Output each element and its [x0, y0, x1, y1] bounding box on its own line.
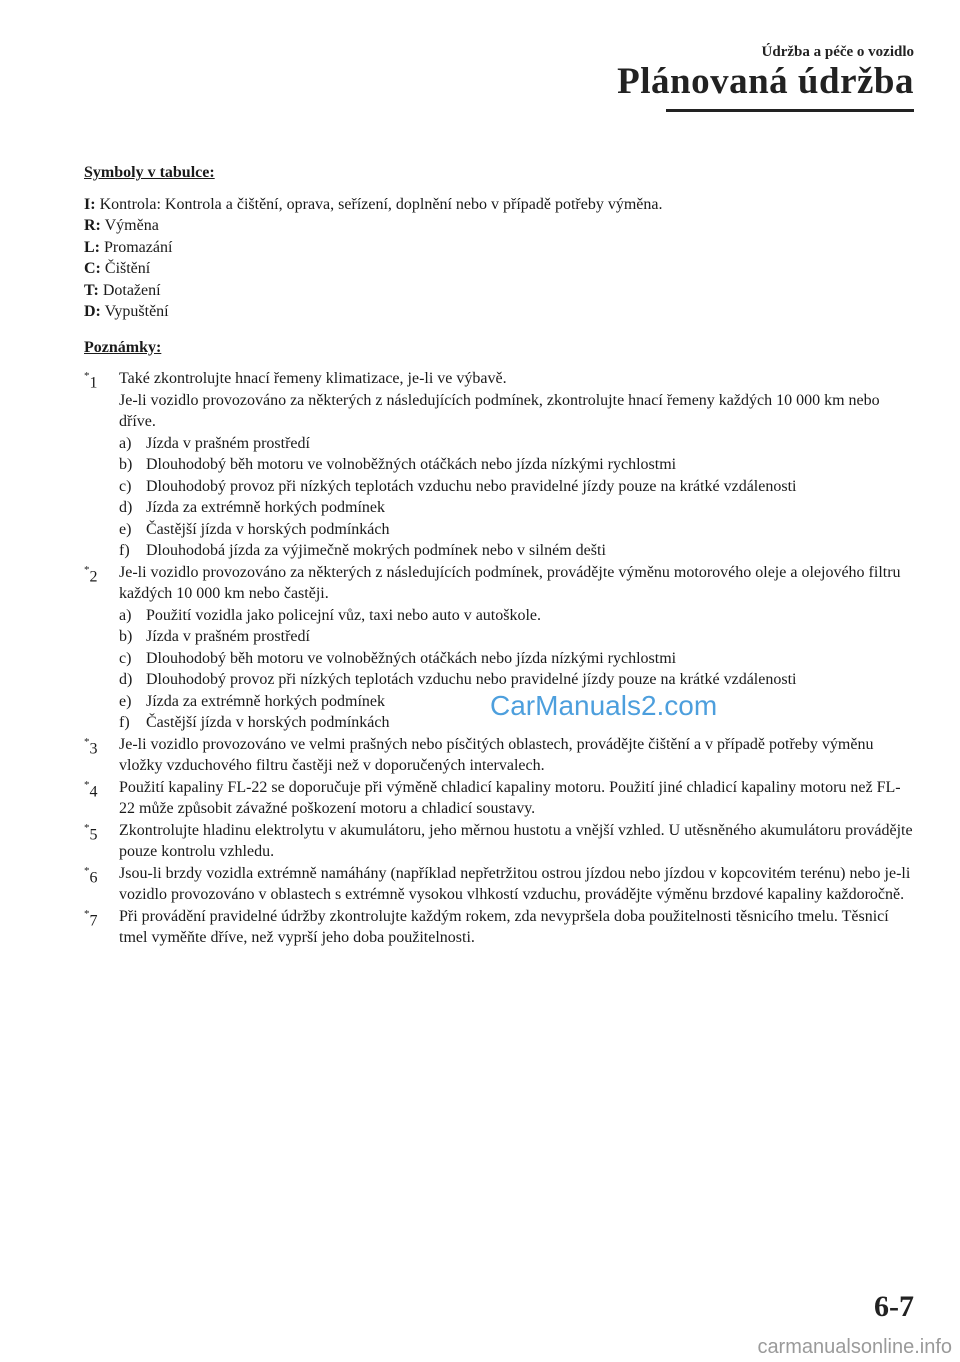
note-number: 3 — [89, 739, 98, 757]
note-sub-list — [119, 433, 914, 562]
note-star: * — [84, 821, 90, 834]
sub-item-text: Dlouhodobý běh motoru ve volnoběžných otáčkách nebo jízda nízkými rychlostmi — [146, 456, 677, 473]
symbol-key: C: — [84, 260, 101, 277]
sub-item-text: Častější jízda v horských podmínkách — [146, 520, 390, 538]
note-sub-item — [119, 605, 914, 627]
symbol-key: I: — [84, 195, 96, 213]
sub-item-letter: f) — [119, 714, 130, 731]
symbol-text: Čištění — [104, 260, 151, 277]
note-number: 2 — [89, 567, 98, 585]
symbol-row — [84, 237, 914, 259]
note-text: Také zkontrolujte hnací řemeny klimatizace, je-li ve výbavě. — [119, 370, 507, 387]
symbols-title: Symboly v tabulce: — [84, 164, 215, 181]
note-star: * — [84, 864, 90, 877]
sub-item-text: Jízda za extrémně horkých podmínek — [146, 692, 386, 710]
note-text: Použití kapaliny FL-22 se doporučuje při výměně chladicí kapaliny motoru. Použití jiné chladicí kapaliny motoru než FL-22 může způsobit závažné poškození motoru a chladicí soustavy. — [119, 778, 901, 817]
symbol-row — [84, 215, 914, 237]
sub-item-text: Častější jízda v horských podmínkách — [146, 714, 390, 731]
note-marker — [84, 734, 98, 760]
symbol-text: Promazání — [104, 238, 173, 256]
symbol-text: Výměna — [104, 217, 159, 234]
sub-item-text: Jízda v prašném prostředí — [146, 434, 310, 452]
sub-item-letter: b) — [119, 456, 133, 473]
note-number: 7 — [89, 911, 98, 929]
note-text: Jsou-li brzdy vozidla extrémně namáhány (například nepřetržitou ostrou jízdou nebo jízdou v kopcovitém terénu) nebo je-li vozidlo provozováno v oblastech s extrémně vysokou vlhkostí vzduchu, provádějte výměnu brzdové kapaliny každoročně. — [119, 864, 911, 903]
sub-item-text: Dlouhodobý běh motoru ve volnoběžných otáčkách nebo jízda nízkými rychlostmi — [146, 649, 677, 667]
note-text: Je-li vozidlo provozováno ve velmi prašných nebo písčitých oblastech, provádějte čištění a v případě potřeby výměnu vložky vzduchového filtru častěji než v doporučených intervalech. — [119, 735, 874, 774]
main-content — [84, 162, 914, 949]
note-number: 6 — [89, 868, 98, 886]
symbol-text: Dotažení — [102, 281, 161, 299]
note-item — [84, 777, 914, 820]
note-star: * — [84, 563, 90, 576]
sub-item-text: Použití vozidla jako policejní vůz, taxi nebo auto v autoškole. — [146, 606, 542, 624]
note-star: * — [84, 907, 90, 920]
note-marker — [84, 777, 98, 803]
symbol-key: R: — [84, 217, 101, 234]
symbol-row — [84, 194, 914, 216]
symbol-text: Kontrola: Kontrola a čištění, oprava, seřízení, doplnění nebo v případě potřeby výměna. — [99, 195, 663, 213]
symbol-text: Vypuštění — [104, 303, 169, 320]
note-sub-item — [119, 626, 914, 648]
note-star: * — [84, 370, 90, 382]
note-marker — [84, 863, 98, 889]
chapter-title: Údržba a péče o vozidlo — [761, 44, 914, 60]
page-number: 6-7 — [874, 1290, 914, 1323]
note-sub-item — [119, 454, 914, 476]
symbol-key: L: — [84, 238, 100, 256]
note-marker — [84, 906, 98, 932]
symbol-row — [84, 280, 914, 302]
note-text: Je-li vozidlo provozováno za některých z následujících podmínek, zkontrolujte hnací řemeny každých 10 000 km nebo dříve. — [119, 391, 880, 430]
note-item — [84, 368, 914, 562]
sub-item-text: Dlouhodobý provoz při nízkých teplotách vzduchu nebo pravidelné jízdy pouze na krátké vzdálenosti — [146, 477, 797, 495]
note-item — [84, 820, 914, 863]
note-number: 4 — [89, 782, 98, 800]
sub-item-letter: a) — [119, 606, 132, 624]
symbol-row — [84, 258, 914, 280]
note-sub-item — [119, 497, 914, 519]
sub-item-letter: e) — [119, 692, 132, 710]
note-item — [84, 734, 914, 777]
note-item — [84, 906, 914, 949]
note-sub-item — [119, 433, 914, 455]
note-number: 5 — [89, 825, 98, 843]
note-text: Je-li vozidlo provozováno za některých z následujících podmínek, provádějte výměnu motorového oleje a olejového filtru každých 10 000 km nebo častěji. — [119, 563, 901, 602]
note-sub-item — [119, 476, 914, 498]
sub-item-letter: b) — [119, 628, 133, 645]
sub-item-letter: d) — [119, 671, 133, 688]
sub-item-text: Dlouhodobý provoz při nízkých teplotách vzduchu nebo pravidelné jízdy pouze na krátké vzdálenosti — [146, 671, 797, 688]
note-item — [84, 863, 914, 906]
page-title: Plánovaná údržba — [617, 61, 914, 102]
symbol-key: D: — [84, 303, 101, 320]
note-marker — [84, 368, 98, 394]
symbol-key: T: — [84, 281, 99, 299]
notes-title: Poznámky: — [84, 338, 162, 356]
sub-item-letter: d) — [119, 499, 133, 516]
note-text: Zkontrolujte hladinu elektrolytu v akumulátoru, jeho měrnou hustotu a vnější vzhled. U utěsněného akumulátoru provádějte pouze kontrolu vzhledu. — [119, 821, 913, 860]
note-sub-item — [119, 648, 914, 670]
symbols-list — [84, 194, 914, 323]
note-sub-item — [119, 540, 914, 562]
sub-item-letter: c) — [119, 649, 132, 667]
note-number: 1 — [89, 374, 98, 392]
header-rule — [666, 109, 914, 112]
note-marker — [84, 562, 98, 588]
watermark-logo: CarManuals2.com — [490, 690, 718, 721]
notes-list — [84, 368, 914, 949]
sub-item-letter: a) — [119, 434, 132, 452]
sub-item-letter: c) — [119, 477, 132, 495]
sub-item-letter: e) — [119, 520, 132, 538]
sub-item-text: Dlouhodobá jízda za výjimečně mokrých podmínek nebo v silném dešti — [146, 542, 606, 559]
sub-item-letter: f) — [119, 542, 130, 559]
note-sub-item — [119, 519, 914, 541]
note-sub-item — [119, 669, 914, 691]
sub-item-text: Jízda v prašném prostředí — [146, 628, 310, 645]
note-star: * — [84, 778, 90, 791]
note-star: * — [84, 735, 90, 748]
note-marker — [84, 820, 98, 846]
note-text: Při provádění pravidelné údržby zkontrolujte každým rokem, zda nevypršela doba použitelnosti těsnicího tmelu. Těsnicí tmel vyměňte dříve, než vyprší jeho doba použitelnosti. — [119, 907, 889, 946]
symbol-row — [84, 301, 914, 323]
footer-watermark: carmanualsonline.info — [757, 1336, 952, 1358]
sub-item-text: Jízda za extrémně horkých podmínek — [146, 499, 386, 516]
